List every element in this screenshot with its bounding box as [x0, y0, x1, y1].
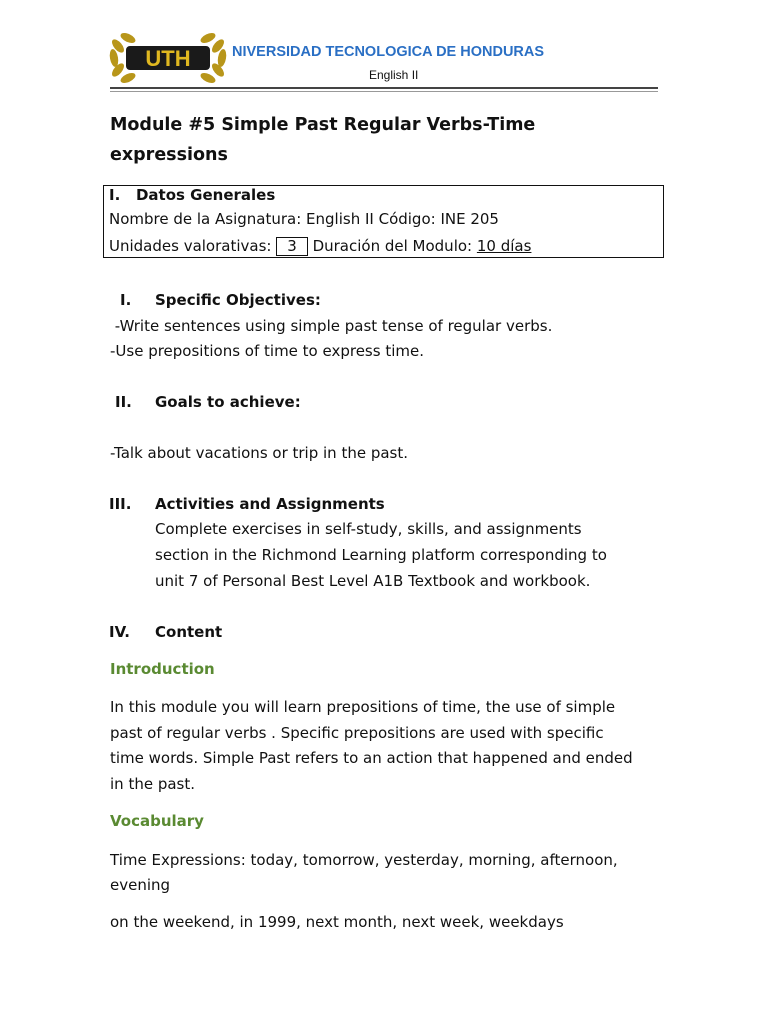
university-name: NIVERSIDAD TECNOLOGICA DE HONDURAS — [232, 44, 545, 60]
vocabulary-line: on the weekend, in 1999, next month, next week, weekdays — [110, 913, 564, 931]
activities-heading: Activities and Assignments — [155, 495, 385, 513]
general-data-box — [103, 185, 664, 258]
introduction-paragraph: In this module you will learn prepositions of time, the use of simple past of regular verbs . Specific prepositions are used with specific time words. Simple Past refers to an action that happened and ended in the past. — [110, 698, 633, 793]
header-rule-thin — [110, 91, 658, 92]
content-heading: Content — [155, 623, 223, 641]
duration-value: 10 días — [476, 237, 532, 255]
vocabulary-line: Time Expressions: today, tomorrow, yesterday, morning, afternoon, — [110, 851, 618, 869]
objective-item: -Write sentences using simple past tense of regular verbs. — [114, 317, 553, 335]
objective-item: -Use prepositions of time to express time. — [110, 342, 424, 360]
units-value: 3 — [276, 237, 308, 256]
uth-logo — [104, 28, 232, 88]
header-rule — [110, 87, 658, 89]
goal-item: -Talk about vacations or trip in the past. — [110, 444, 409, 462]
vocabulary-heading: Vocabulary — [110, 812, 204, 830]
units-line: Unidades valorativas: 3 Duración del Modulo: 10 días — [109, 237, 532, 255]
activities-line: unit 7 of Personal Best Level A1B Textbook and workbook. — [155, 572, 591, 590]
objectives-heading: Specific Objectives: — [155, 291, 321, 309]
activities-number: III. — [109, 495, 132, 513]
objectives-number: I. — [120, 291, 132, 309]
vocabulary-line: evening — [110, 876, 171, 894]
course-name: English II — [369, 68, 419, 82]
general-heading: I. Datos Generales — [109, 186, 276, 204]
introduction-heading: Introduction — [110, 660, 215, 678]
goals-number: II. — [115, 393, 132, 411]
activities-line: section in the Richmond Learning platform corresponding to — [155, 546, 607, 564]
goals-heading: Goals to achieve: — [155, 393, 301, 411]
page-title: Module #5 Simple Past Regular Verbs-Time expressions — [110, 115, 536, 165]
svg-text:UTH: UTH — [145, 46, 191, 71]
subject-line: Nombre de la Asignatura: English II Código: INE 205 — [109, 210, 499, 228]
content-number: IV. — [109, 623, 130, 641]
activities-line: Complete exercises in self-study, skills, and assignments — [155, 520, 582, 538]
